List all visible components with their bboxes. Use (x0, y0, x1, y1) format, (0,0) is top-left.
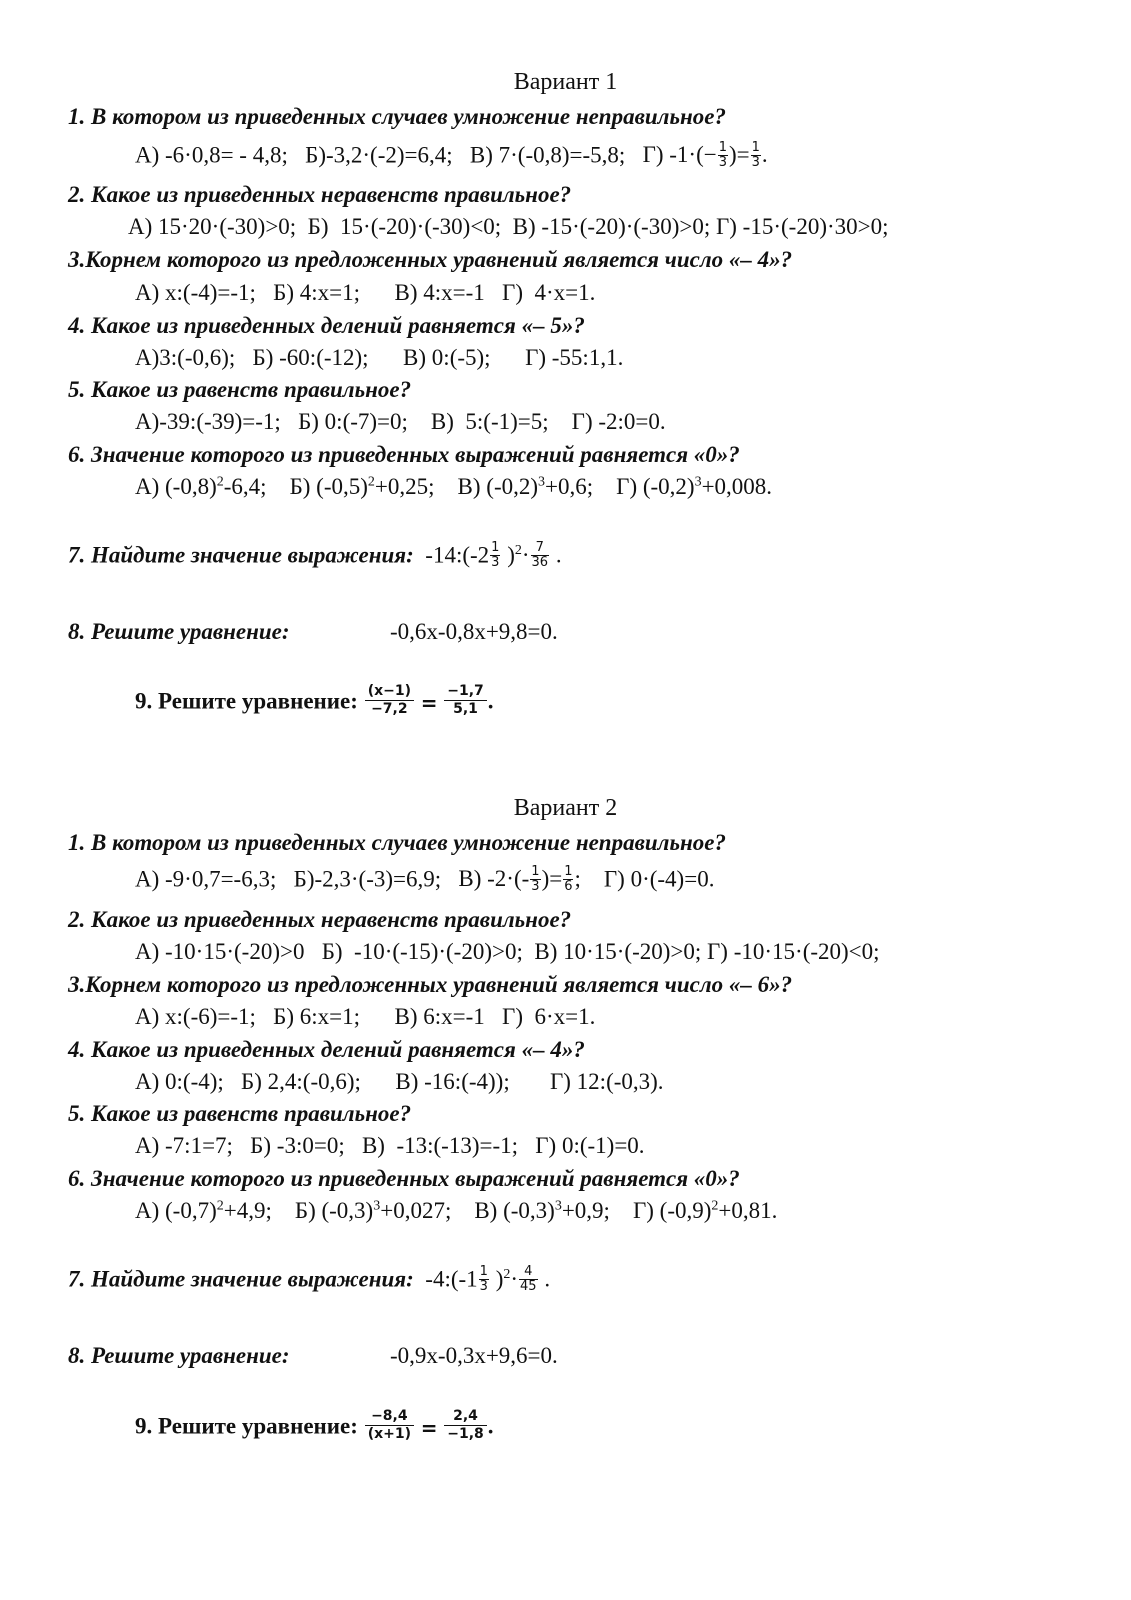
base: В) (-0,2) (457, 474, 539, 499)
denominator: 3 (479, 1278, 488, 1294)
numerator: 7 (531, 541, 550, 556)
v1-q1-g-end: . (761, 142, 768, 168)
v1-q9-right-fraction (444, 683, 487, 717)
equals-sign: = (420, 1416, 438, 1441)
v1-q6-answer-g (616, 474, 772, 499)
exponent: 2 (711, 1198, 719, 1214)
exponent: 3 (538, 474, 546, 490)
v2-q6-answer-g (633, 1198, 777, 1223)
v2-q1-answer-g: Г) 0·(-4)=0. (603, 866, 715, 892)
v1-question-3: 3.Корнем которого из предложенных уравнений является число «– 4»? (68, 247, 793, 272)
v1-q1-g-prefix: Г) -1·(− (642, 142, 717, 168)
exponent: 2 (216, 1198, 224, 1214)
equals-sign: = (420, 691, 438, 716)
v2-question-1: 1. В котором из приведенных случаев умножение неправильное? (68, 830, 726, 855)
v2-q1-v-mid: )= (541, 866, 563, 892)
v2-answers-1 (135, 864, 715, 895)
v1-q7-mixed-fraction (490, 541, 500, 569)
tail: +0,008. (701, 474, 773, 499)
numerator: 1 (531, 864, 540, 879)
denominator: 3 (718, 154, 727, 170)
tail: +0,9; (561, 1198, 610, 1223)
v2-q9-left-fraction (365, 1408, 414, 1442)
v2-question-2: 2. Какое из приведенных неравенств правильное? (68, 907, 572, 932)
v2-question-6: 6. Значение которого из приведенных выражений равняется «0»? (68, 1166, 740, 1191)
v2-answers-3: А) х:(-6)=-1; Б) 6:х=1; В) 6:х=-1 Г) 6·х=1. (135, 1004, 596, 1029)
v2-question-3: 3.Корнем которого из предложенных уравнений является число «– 6»? (68, 972, 793, 997)
numerator: −1,7 (444, 683, 487, 701)
v2-task-9 (135, 1408, 494, 1445)
period: . (487, 1413, 494, 1439)
v1-answers-4: А)3:(-0,6); Б) -60:(-12); В) 0:(-5); Г) -55:1,1. (135, 345, 624, 370)
denominator: (x+1) (367, 1425, 411, 1442)
v2-question-8: 8. Решите уравнение: (68, 1343, 290, 1368)
paren: ) (507, 542, 515, 568)
v1-question-5: 5. Какое из равенств правильное? (68, 377, 412, 402)
denominator: 3 (491, 554, 500, 570)
v2-question-7: 7. Найдите значение выражения: (68, 1266, 414, 1292)
v1-q1-answer-b: Б)-3,2·(-2)=6,4; (305, 142, 453, 168)
exponent: 2 (514, 542, 522, 558)
v2-q1-v-prefix: В) -2·(- (458, 866, 530, 892)
v2-equation-8: -0,9х-0,3х+9,6=0. (390, 1343, 558, 1368)
v1-answers-6 (135, 475, 772, 498)
exponent: 2 (367, 474, 375, 490)
v1-q1-fraction-2 (751, 141, 761, 169)
tail: +0,25; (374, 474, 435, 499)
v1-q6-answer-a (135, 474, 267, 499)
variant-1-title: Вариант 1 (513, 69, 618, 95)
numerator: 4 (519, 1265, 538, 1280)
base: А) (-0,7) (135, 1198, 217, 1223)
v1-answers-5: А)-39:(-39)=-1; Б) 0:(-7)=0; В) 5:(-1)=5; Г) -2:0=0. (135, 409, 666, 434)
numerator: (x−1) (365, 683, 414, 701)
v1-q1-g-mid: )= (729, 142, 750, 168)
v1-equation-8: -0,6х-0,8х+9,8=0. (390, 619, 558, 644)
v2-question-5: 5. Какое из равенств правильное? (68, 1101, 412, 1126)
denominator: 3 (531, 878, 540, 894)
base: Г) (-0,2) (616, 474, 695, 499)
v1-q1-fraction-1 (718, 141, 728, 169)
numerator: 1 (718, 140, 727, 155)
base: Г) (-0,9) (632, 1198, 712, 1223)
numerator: 1 (479, 1264, 488, 1279)
v2-q7-fraction (519, 1265, 538, 1293)
v2-q6-answer-b (295, 1198, 451, 1223)
denominator: 45 (520, 1278, 537, 1294)
exponent: 3 (694, 474, 702, 490)
v1-q1-answer-v: В) 7·(-0,8)=-5,8; (469, 142, 626, 168)
v1-answers-1 (135, 140, 768, 171)
numerator: 1 (751, 140, 760, 155)
v1-task-7 (68, 540, 562, 571)
v1-question-2: 2. Какое из приведенных неравенств правильное? (68, 182, 572, 207)
v1-q1-answer-g (642, 140, 768, 170)
denominator: 6 (564, 878, 573, 894)
v2-q6-answer-a (135, 1198, 272, 1223)
tail: -6,4; (223, 474, 267, 499)
v2-q7-expr-prefix: -4:(-1 (425, 1266, 478, 1292)
v2-q1-answer-b: Б)-2,3·(-3)=6,9; (293, 866, 442, 892)
period: . (555, 542, 562, 568)
tail: +0,027; (380, 1198, 452, 1223)
v2-q1-fraction-1 (530, 865, 540, 893)
denominator: 3 (751, 154, 760, 170)
exponent: 2 (216, 474, 224, 490)
period: . (487, 688, 494, 714)
v2-question-4: 4. Какое из приведенных делений равняется «– 4»? (68, 1037, 585, 1062)
v2-q7-mixed-fraction (479, 1265, 489, 1293)
v1-answers-2: А) 15·20·(-30)>0; Б) 15·(-20)·(-30)<0; В) -15·(-20)·(-30)>0; Г) -15·(-20)·30>0; (128, 214, 889, 239)
v1-q9-left-fraction (365, 683, 414, 717)
v1-question-1: 1. В котором из приведенных случаев умножение неправильное? (68, 104, 726, 129)
v2-q1-answer-a: А) -9·0,7=-6,3; (135, 866, 277, 892)
v2-q1-v-end: ; (574, 866, 581, 892)
numerator: 1 (564, 864, 573, 879)
v2-question-9: 9. Решите уравнение: (135, 1413, 358, 1439)
exponent: 2 (503, 1266, 511, 1282)
v1-q6-answer-v (458, 474, 594, 499)
v1-q7-fraction (531, 541, 550, 569)
v1-answers-3: А) х:(-4)=-1; Б) 4:х=1; В) 4:х=-1 Г) 4·х=1. (135, 280, 596, 305)
v1-question-6: 6. Значение которого из приведенных выражений равняется «0»? (68, 442, 740, 467)
tail: +4,9; (223, 1198, 272, 1223)
tail: +0,81. (718, 1198, 778, 1223)
denominator: 36 (531, 554, 549, 570)
variant-2-title: Вариант 2 (513, 795, 618, 821)
numerator: 1 (491, 540, 500, 555)
exponent: 3 (373, 1198, 381, 1214)
tail: +0,6; (545, 474, 594, 499)
denominator: 5,1 (453, 700, 478, 717)
numerator: −8,4 (365, 1408, 414, 1426)
v1-question-7: 7. Найдите значение выражения: (68, 542, 414, 568)
v1-question-4: 4. Какое из приведенных делений равняется «– 5»? (68, 313, 585, 338)
v2-q6-answer-v (474, 1198, 610, 1223)
v2-q9-right-fraction (444, 1408, 487, 1442)
v1-q6-answer-b (290, 474, 435, 499)
v2-task-7 (68, 1264, 551, 1295)
v1-question-9: 9. Решите уравнение: (135, 688, 358, 714)
v1-q1-answer-a: А) -6·0,8= - 4,8; (135, 142, 288, 168)
base: В) (-0,3) (474, 1198, 555, 1223)
v1-q7-expr-prefix: -14:(-2 (425, 542, 490, 568)
exponent: 3 (554, 1198, 562, 1214)
base: Б) (-0,3) (294, 1198, 374, 1223)
v2-answers-6 (135, 1199, 777, 1222)
v2-answers-5: А) -7:1=7; Б) -3:0=0; В) -13:(-13)=-1; Г) 0:(-1)=0. (135, 1133, 645, 1158)
dot: · (521, 542, 530, 568)
v2-q1-answer-v (458, 864, 581, 894)
base: А) (-0,8) (135, 474, 217, 499)
period: . (544, 1266, 551, 1292)
v2-answers-4: А) 0:(-4); Б) 2,4:(-0,6); В) -16:(-4)); Г) 12:(-0,3). (135, 1069, 664, 1094)
v2-q1-fraction-2 (563, 865, 573, 893)
v1-question-8: 8. Решите уравнение: (68, 619, 290, 644)
dot: · (510, 1266, 519, 1292)
paren: ) (495, 1266, 504, 1292)
denominator: −1,8 (447, 1425, 484, 1442)
denominator: −7,2 (371, 700, 408, 717)
numerator: 2,4 (444, 1408, 487, 1426)
v2-answers-2: А) -10·15·(-20)>0 Б) -10·(-15)·(-20)>0; В) 10·15·(-20)>0; Г) -10·15·(-20)<0; (135, 939, 880, 964)
base: Б) (-0,5) (289, 474, 368, 499)
v1-task-9 (135, 683, 494, 720)
